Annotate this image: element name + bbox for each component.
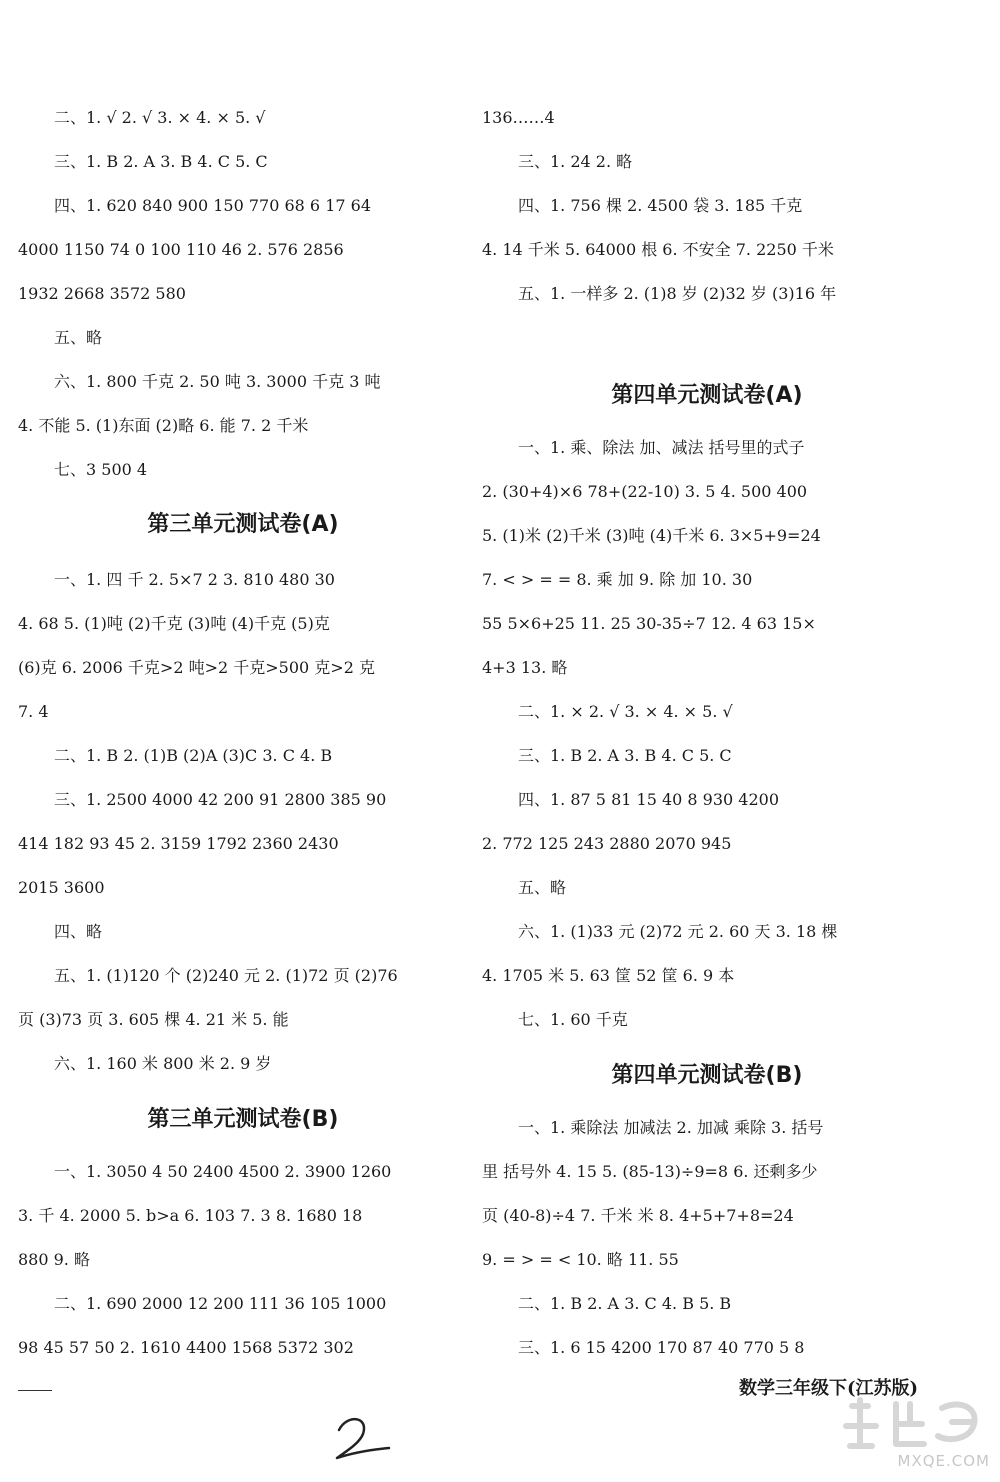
answer-line: 六、1. 800 千克 2. 50 吨 3. 3000 千克 3 吨 bbox=[54, 372, 381, 391]
answer-line: (6)克 6. 2006 千克>2 吨>2 千克>500 克>2 克 bbox=[18, 658, 375, 677]
answer-line: 七、1. 60 千克 bbox=[518, 1010, 628, 1029]
answer-line: 一、1. 四 千 2. 5×7 2 3. 810 480 30 bbox=[54, 570, 335, 589]
answer-line: 二、1. × 2. √ 3. × 4. × 5. √ bbox=[518, 702, 733, 721]
answer-line: 4. 14 千米 5. 64000 根 6. 不安全 7. 2250 千米 bbox=[482, 240, 834, 259]
answer-line: 4+3 13. 略 bbox=[482, 658, 568, 677]
answer-line: 六、1. (1)33 元 (2)72 元 2. 60 天 3. 18 棵 bbox=[518, 922, 838, 941]
answer-line: 7. < > = = 8. 乘 加 9. 除 加 10. 30 bbox=[482, 570, 753, 589]
answer-line: 页 (40-8)÷4 7. 千米 米 8. 4+5+7+8=24 bbox=[482, 1206, 794, 1225]
section-title-unit3-b: 第三单元测试卷(B) bbox=[147, 1107, 339, 1132]
answer-line: 3. 千 4. 2000 5. b>a 6. 103 7. 3 8. 1680 18 bbox=[18, 1206, 363, 1225]
answer-line: 五、1. 一样多 2. (1)8 岁 (2)32 岁 (3)16 年 bbox=[518, 284, 837, 303]
answer-line: 4. 68 5. (1)吨 (2)千克 (3)吨 (4)千克 (5)克 bbox=[18, 614, 330, 633]
answer-line: 七、3 500 4 bbox=[54, 460, 148, 479]
answer-line: 1932 2668 3572 580 bbox=[18, 284, 186, 303]
answer-line: 一、1. 3050 4 50 2400 4500 2. 3900 1260 bbox=[54, 1162, 392, 1181]
answer-line: 三、1. 24 2. 略 bbox=[518, 152, 633, 171]
answer-line: 六、1. 160 米 800 米 2. 9 岁 bbox=[54, 1054, 272, 1073]
answer-line: 5. (1)米 (2)千米 (3)吨 (4)千米 6. 3×5+9=24 bbox=[482, 526, 821, 545]
answer-line: 四、略 bbox=[54, 922, 103, 941]
section-title-unit4-b: 第四单元测试卷(B) bbox=[611, 1063, 803, 1088]
answer-line: 四、1. 756 棵 2. 4500 袋 3. 185 千克 bbox=[518, 196, 803, 215]
answer-line: 880 9. 略 bbox=[18, 1250, 90, 1269]
answer-line: 二、1. 690 2000 12 200 111 36 105 1000 bbox=[54, 1294, 387, 1313]
answer-line: 4000 1150 74 0 100 110 46 2. 576 2856 bbox=[18, 240, 344, 259]
section-title-unit3-a: 第三单元测试卷(A) bbox=[147, 512, 339, 537]
answer-line: 二、1. B 2. (1)B (2)A (3)C 3. C 4. B bbox=[54, 746, 333, 765]
answer-line: 页 (3)73 页 3. 605 棵 4. 21 米 5. 能 bbox=[18, 1010, 289, 1029]
answer-line: 四、1. 87 5 81 15 40 8 930 4200 bbox=[518, 790, 780, 809]
answer-line: 一、1. 乘、除法 加、减法 括号里的式子 bbox=[518, 438, 805, 457]
answer-line: 4. 不能 5. (1)东面 (2)略 6. 能 7. 2 千米 bbox=[18, 416, 309, 435]
answer-line: 一、1. 乘除法 加减法 2. 加减 乘除 3. 括号 bbox=[518, 1118, 824, 1137]
watermark-text: MXQE.COM bbox=[897, 1452, 990, 1470]
answer-line: 136……4 bbox=[482, 108, 555, 127]
handwritten-page-number bbox=[333, 1408, 393, 1468]
answer-line: 7. 4 bbox=[18, 702, 49, 721]
answer-line: 五、1. (1)120 个 (2)240 元 2. (1)72 页 (2)76 bbox=[54, 966, 398, 985]
answer-line: 五、略 bbox=[518, 878, 567, 897]
answer-line: 里 括号外 4. 15 5. (85-13)÷9=8 6. 还剩多少 bbox=[482, 1162, 818, 1181]
section-title-unit4-a: 第四单元测试卷(A) bbox=[611, 383, 803, 408]
answer-line: 55 5×6+25 11. 25 30-35÷7 12. 4 63 15× bbox=[482, 614, 816, 633]
answer-line: 2015 3600 bbox=[18, 878, 105, 897]
answer-line: 三、1. B 2. A 3. B 4. C 5. C bbox=[54, 152, 268, 171]
answer-line: 二、1. √ 2. √ 3. × 4. × 5. √ bbox=[54, 108, 266, 127]
answer-line: 4. 1705 米 5. 63 筐 52 筐 6. 9 本 bbox=[482, 966, 735, 985]
answer-line: 四、1. 620 840 900 150 770 68 6 17 64 bbox=[54, 196, 371, 215]
answer-line: 2. (30+4)×6 78+(22-10) 3. 5 4. 500 400 bbox=[482, 482, 808, 501]
answer-line: 414 182 93 45 2. 3159 1792 2360 2430 bbox=[18, 834, 339, 853]
answer-line: 三、1. 6 15 4200 170 87 40 770 5 8 bbox=[518, 1338, 805, 1357]
book-label: 数学三年级下(江苏版) bbox=[738, 1378, 918, 1399]
answer-line: 2. 772 125 243 2880 2070 945 bbox=[482, 834, 732, 853]
answer-line: 二、1. B 2. A 3. C 4. B 5. B bbox=[518, 1294, 732, 1313]
answer-line: 98 45 57 50 2. 1610 4400 1568 5372 302 bbox=[18, 1338, 354, 1357]
answer-line: 五、略 bbox=[54, 328, 103, 347]
footer-rule bbox=[18, 1390, 52, 1391]
answer-line: 三、1. 2500 4000 42 200 91 2800 385 90 bbox=[54, 790, 387, 809]
answer-line: 三、1. B 2. A 3. B 4. C 5. C bbox=[518, 746, 732, 765]
answer-line: 9. = > = < 10. 略 11. 55 bbox=[482, 1250, 679, 1269]
